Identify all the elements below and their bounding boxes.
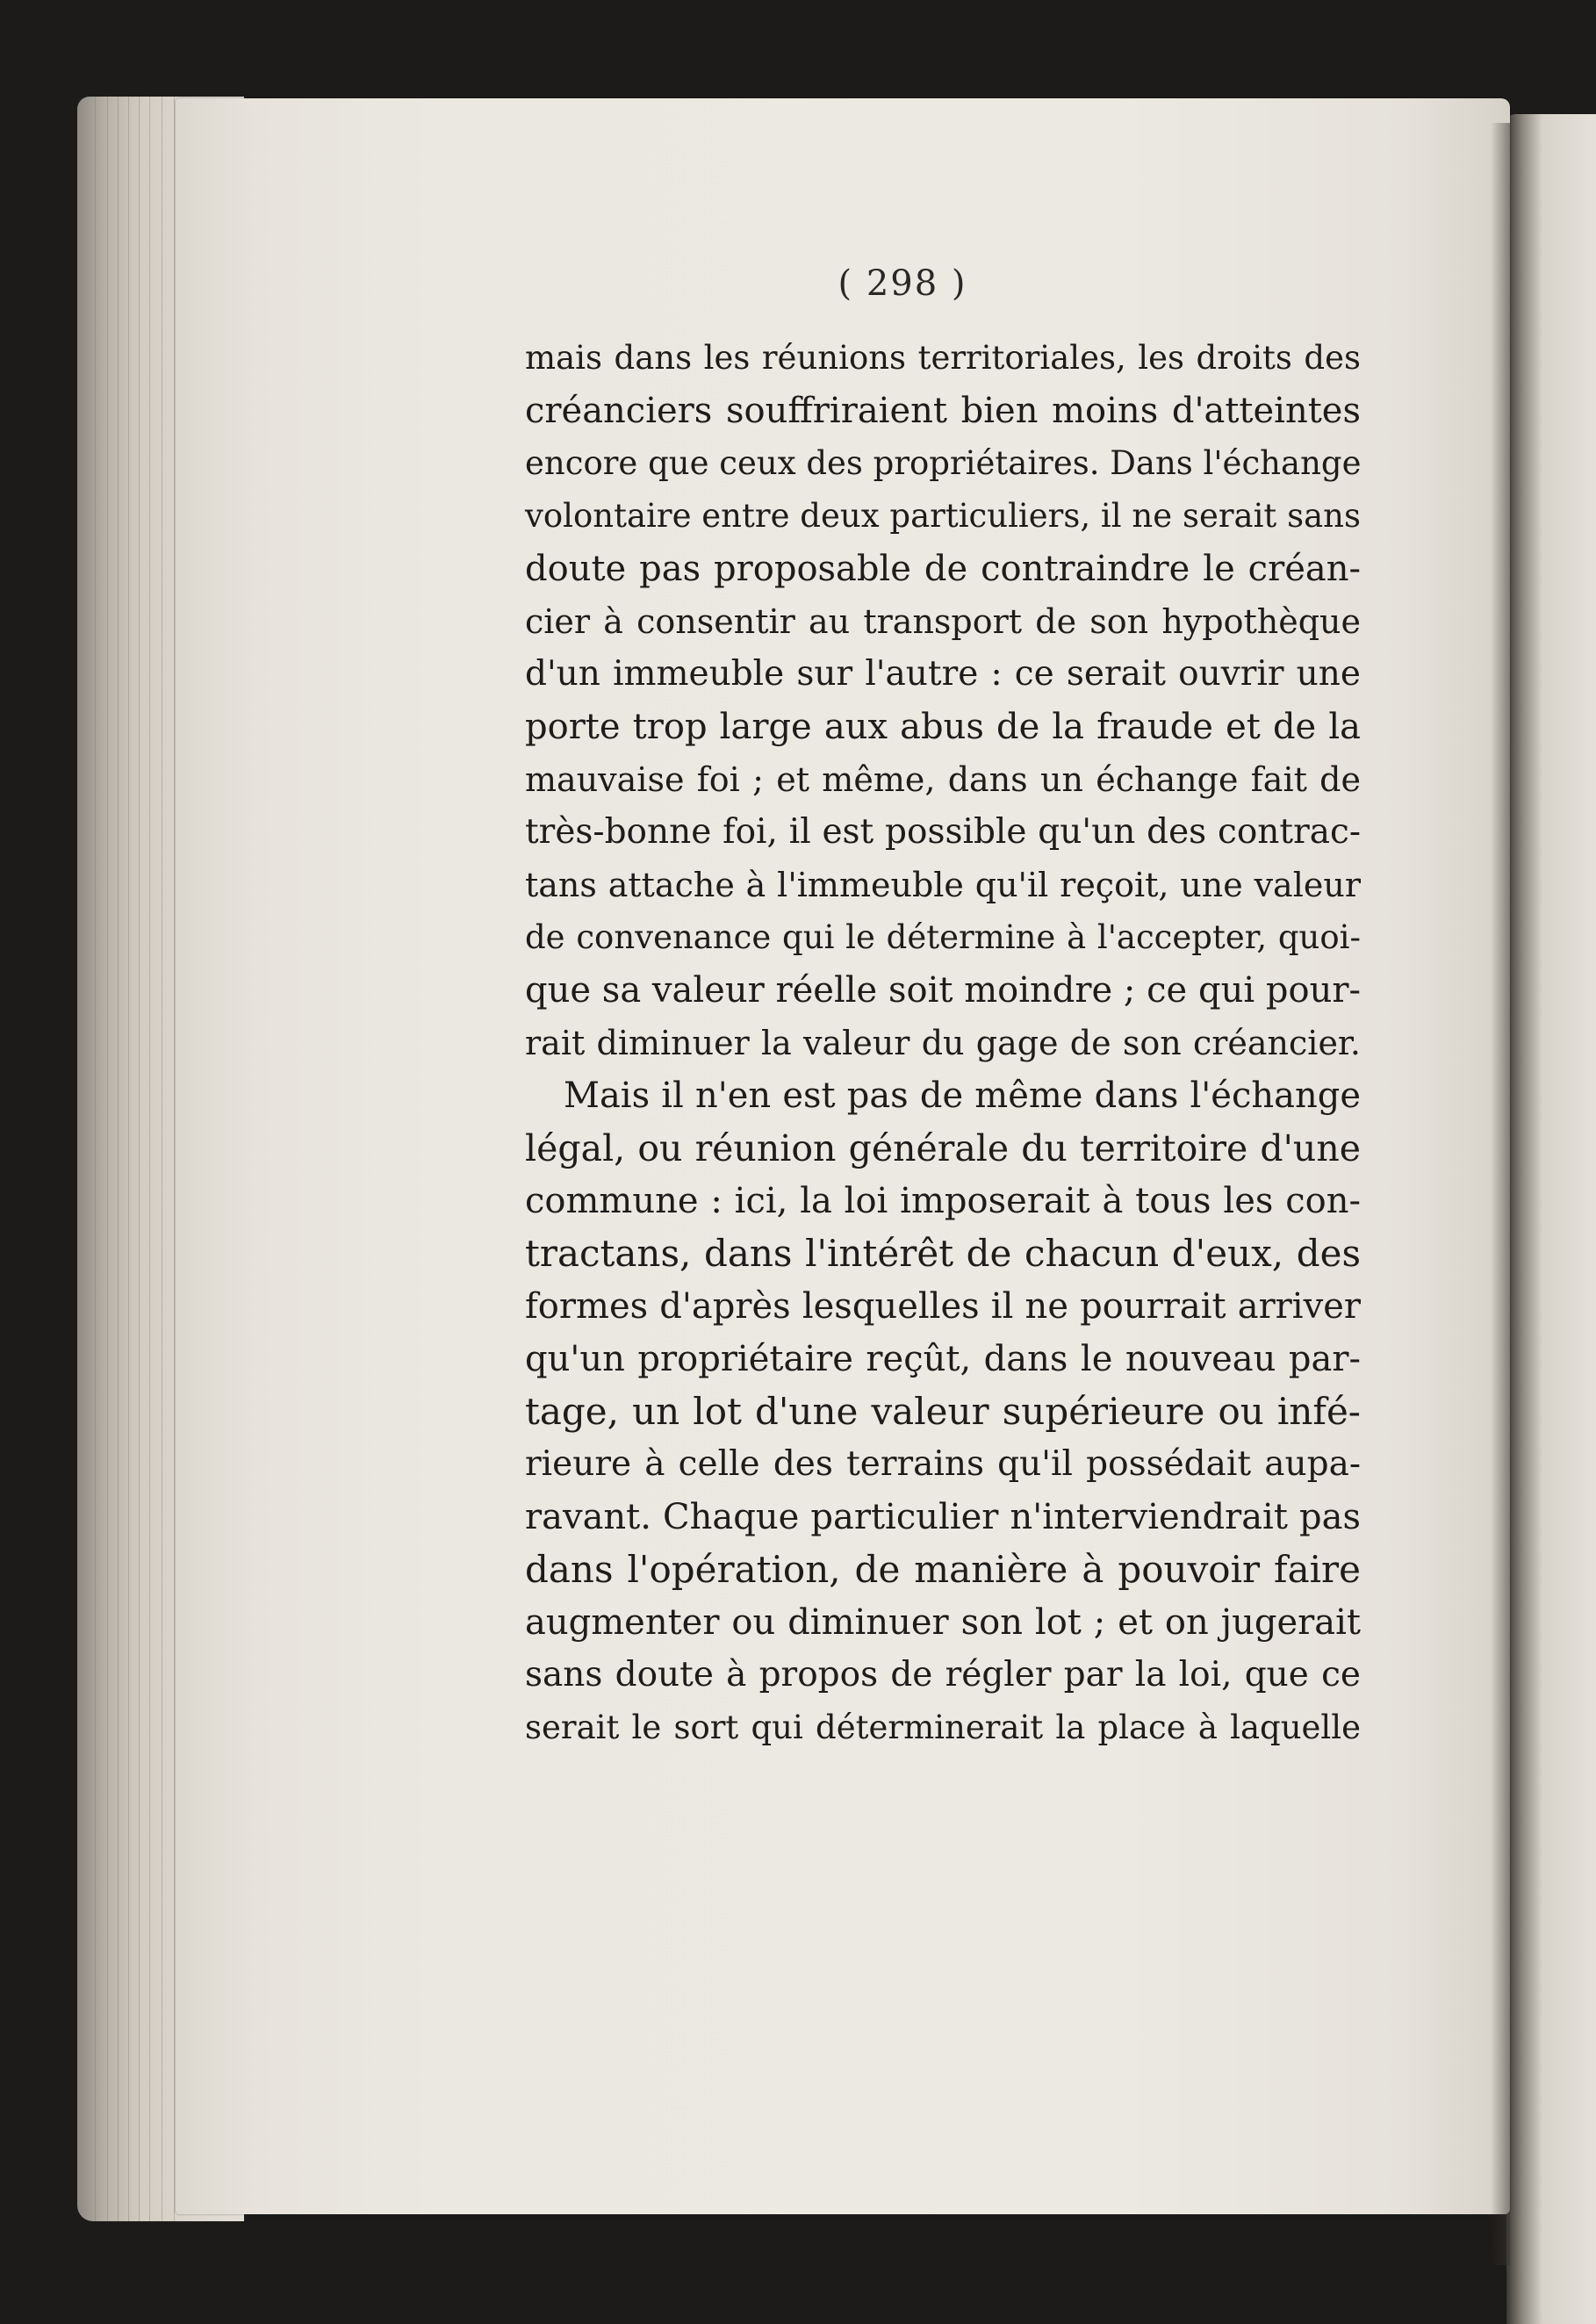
text-line: doute pas proposable de contraindre le créan-: [525, 549, 1361, 589]
text-line: formes d'après lesquelles il ne pourrait arriver: [525, 1286, 1361, 1327]
text-line: créanciers souffriraient bien moins d'atteintes: [525, 391, 1361, 431]
text-line: tage, un lot d'une valeur supérieure ou infé-: [525, 1390, 1361, 1433]
text-line: rait diminuer la valeur du gage de son créancier.: [525, 1024, 1361, 1062]
text-line: d'un immeuble sur l'autre : ce serait ouvrir une: [525, 654, 1361, 694]
page-gutter-shadow: [1491, 123, 1510, 2265]
text-line: encore que ceux des propriétaires. Dans l'échange: [525, 444, 1362, 482]
text-line: sans doute à propos de régler par la loi, que ce: [525, 1655, 1361, 1694]
text-line: tans attache à l'immeuble qu'il reçoit, une valeur: [525, 866, 1361, 904]
text-line: rieure à celle des terrains qu'il possédait aupa-: [525, 1444, 1361, 1484]
text-line: tractans, dans l'intérêt de chacun d'eux, des: [525, 1232, 1361, 1275]
facing-page-edge: [1506, 114, 1596, 2324]
text-line: très-bonne foi, il est possible qu'un des contrac-: [525, 812, 1361, 852]
text-line: ravant. Chaque particulier n'interviendrait pas: [525, 1497, 1361, 1537]
text-line: mauvaise foi ; et même, dans un échange fait de: [525, 760, 1361, 799]
text-line: augmenter ou diminuer son lot ; et on jugerait: [525, 1602, 1361, 1643]
text-line: volontaire entre deux particuliers, il ne serait sans: [525, 497, 1361, 535]
text-line: porte trop large aux abus de la fraude et de la: [525, 707, 1361, 747]
text-line: de convenance qui le détermine à l'accepter, quoi-: [525, 918, 1361, 956]
text-line: cier à consentir au transport de son hypothèque: [525, 602, 1361, 641]
text-line: qu'un propriétaire reçût, dans le nouveau par-: [525, 1339, 1361, 1379]
page-number: ( 298 ): [838, 263, 967, 304]
text-line: serait le sort qui déterminerait la place à laquelle: [525, 1709, 1361, 1746]
text-line: dans l'opération, de manière à pouvoir faire: [525, 1548, 1361, 1591]
text-line: mais dans les réunions territoriales, les droits des: [525, 339, 1361, 377]
text-line: commune : ici, la loi imposerait à tous les con-: [525, 1181, 1361, 1221]
paragraph-start-line: Mais il n'en est pas de même dans l'échange: [564, 1076, 1361, 1116]
text-line: légal, ou réunion générale du territoire d'une: [525, 1127, 1361, 1169]
text-line: que sa valeur réelle soit moindre ; ce qui pour-: [525, 970, 1361, 1011]
